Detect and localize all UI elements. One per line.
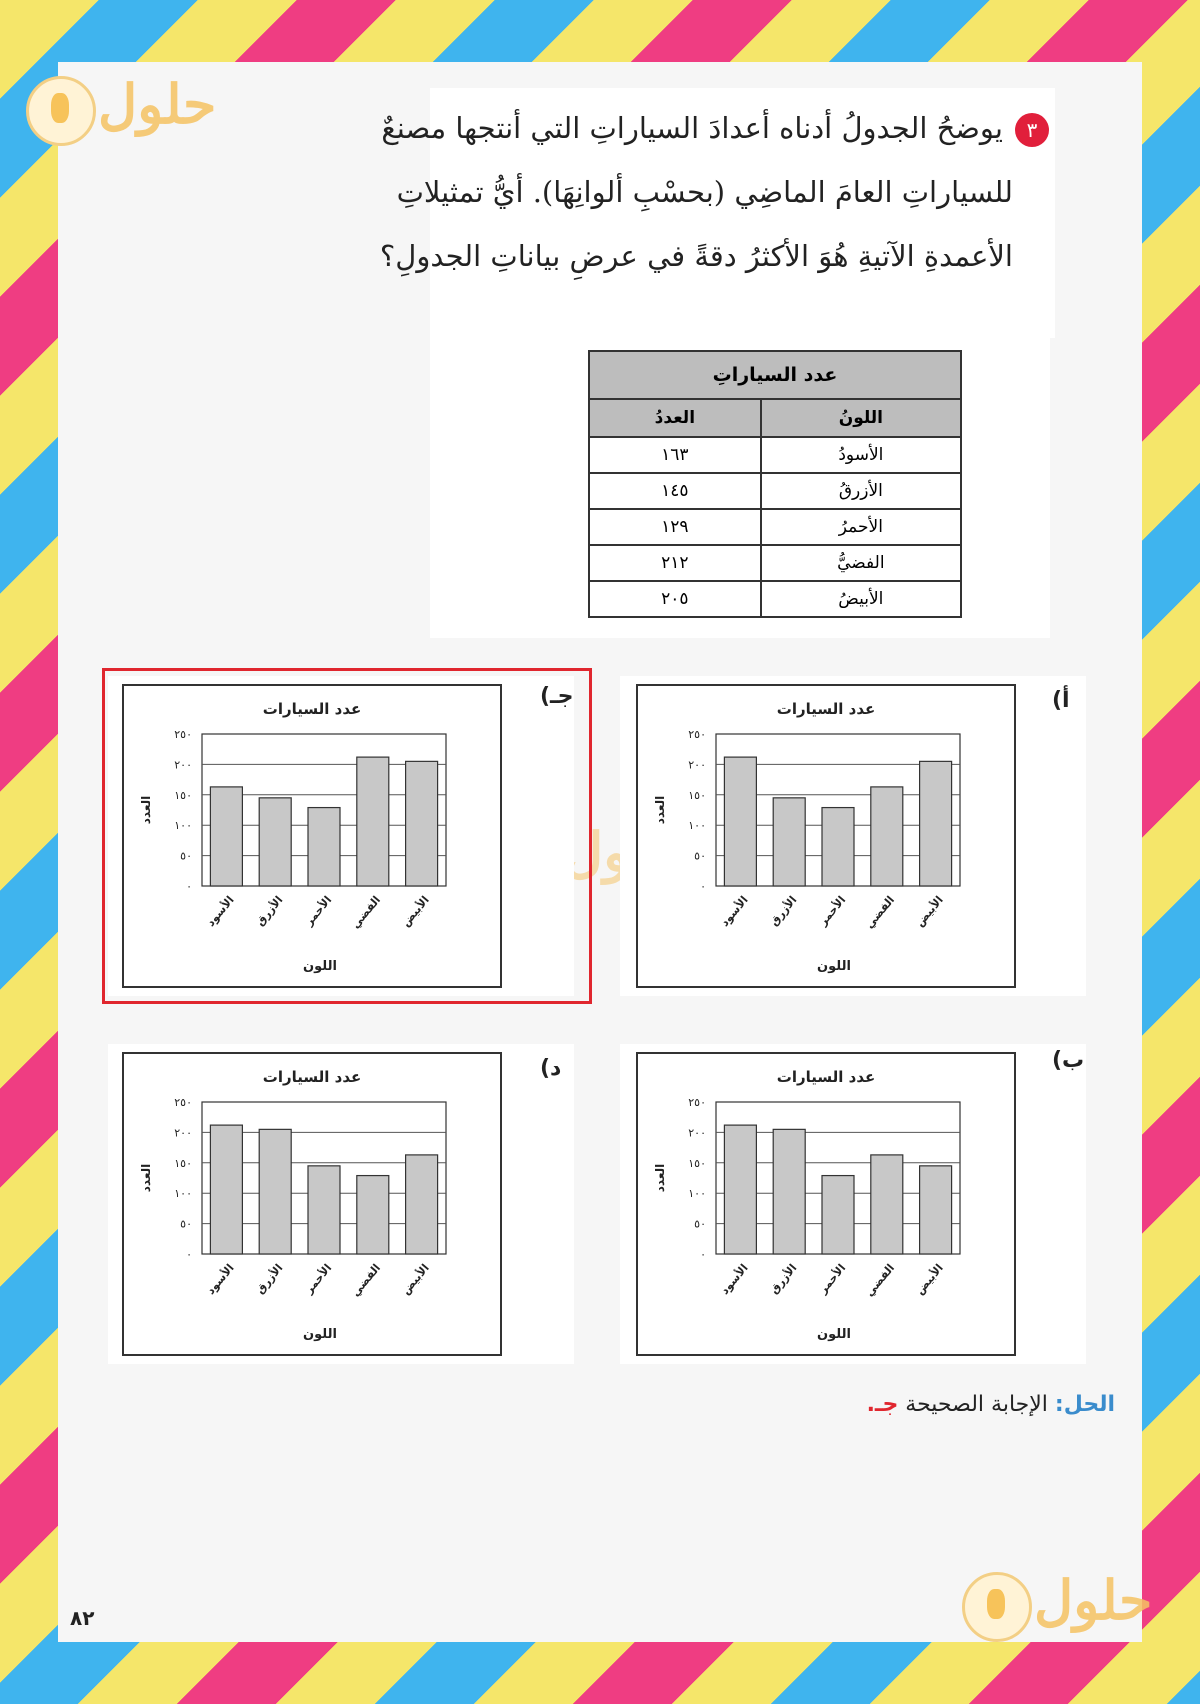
x-tick-label: الفضي	[862, 1261, 898, 1299]
bar	[724, 757, 756, 886]
x-tick-label: الأبيض	[913, 893, 946, 930]
x-tick-label: الأسود	[204, 1261, 237, 1297]
x-tick-label: الأزرق	[767, 1261, 800, 1297]
option-a-chart-frame	[636, 684, 1016, 988]
y-tick-label: ٥٠	[694, 1217, 706, 1231]
y-tick-label: ٢٥٠	[688, 728, 706, 741]
chart-title: عدد السيارات	[776, 1068, 876, 1086]
y-axis-label: العدد	[139, 1163, 153, 1193]
table-row	[589, 473, 961, 509]
question-line-3: الأعمدةِ الآتيةِ هُوَ الأكثرُ دقةً في عرضِ بياناتِ الجدولِ؟	[379, 239, 1013, 273]
option-d-area	[108, 1044, 574, 1364]
y-tick-label: ٠	[186, 880, 192, 893]
brand-logo-top	[26, 72, 226, 152]
x-tick-label: الأزرق	[253, 893, 286, 929]
x-tick-label: الأحمر	[816, 893, 849, 929]
y-tick-label: ١٥٠	[174, 1156, 192, 1170]
y-tick-label: ٥٠	[180, 849, 192, 863]
bar	[871, 1155, 903, 1254]
table-row	[589, 509, 961, 545]
brand-logo-bottom	[962, 1568, 1162, 1648]
logo-text: حلول	[1034, 1568, 1153, 1632]
y-tick-label: ٠	[700, 880, 706, 893]
y-tick-label: ١٠٠	[688, 819, 706, 833]
table-cell: ٢٠٥	[589, 581, 761, 617]
y-tick-label: ١٥٠	[174, 788, 192, 802]
table-row	[589, 581, 961, 617]
logo-text: حلول	[98, 72, 217, 136]
data-table-box	[430, 338, 1050, 638]
solution-label: الحل:	[1054, 1392, 1115, 1417]
logo-emblem-icon	[962, 1572, 1032, 1642]
y-tick-label: ١٠٠	[174, 819, 192, 833]
option-d-chart	[124, 1054, 500, 1354]
table-cell: الأحمرُ	[761, 509, 961, 545]
x-tick-label: الفضي	[348, 893, 384, 931]
chart-title: عدد السيارات	[776, 700, 876, 718]
x-tick-label: الأسود	[718, 1261, 751, 1297]
x-tick-label: الأزرق	[253, 1261, 286, 1297]
bar	[920, 1166, 952, 1254]
table-cell: الأزرقُ	[761, 473, 961, 509]
y-tick-label: ٢٠٠	[688, 758, 706, 772]
question-text: يوضحُ الجدولُ أدناه أعدادَ السياراتِ التي أنتجها مصنعٌ	[381, 111, 1003, 145]
option-b-chart-frame	[636, 1052, 1016, 1356]
x-axis-label: اللون	[817, 959, 851, 974]
question-number-badge: ٣	[1015, 113, 1049, 147]
option-d-chart-frame	[122, 1052, 502, 1356]
y-tick-label: ٠	[700, 1248, 706, 1261]
table-cell: الأسودُ	[761, 437, 961, 473]
x-tick-label: الأزرق	[767, 893, 800, 929]
y-axis-label: العدد	[653, 795, 667, 825]
x-tick-label: الأبيض	[399, 893, 432, 930]
y-tick-label: ١٠٠	[174, 1187, 192, 1201]
solution-text: الإجابة الصحيحة	[905, 1392, 1048, 1417]
bar	[871, 787, 903, 886]
question-line-1	[381, 96, 1049, 160]
table-cell: الفضيُّ	[761, 545, 961, 581]
y-tick-label: ٢٠٠	[174, 758, 192, 772]
y-tick-label: ٥٠	[180, 1217, 192, 1231]
x-tick-label: الفضي	[862, 893, 898, 931]
question-block	[379, 88, 1055, 338]
x-axis-label: اللون	[303, 1327, 337, 1342]
bar	[357, 1176, 389, 1254]
bar	[822, 808, 854, 886]
x-tick-label: الفضي	[348, 1261, 384, 1299]
y-tick-label: ٢٥٠	[174, 728, 192, 741]
logo-emblem-icon	[26, 76, 96, 146]
x-axis-label: اللون	[817, 1327, 851, 1342]
table-cell: الأبيضُ	[761, 581, 961, 617]
option-b-label[interactable]: ب)	[1052, 1048, 1085, 1073]
bar	[920, 761, 952, 886]
x-tick-label: الأحمر	[302, 893, 335, 929]
table-title: عدد السياراتِ	[589, 351, 961, 399]
solution-answer: جـ.	[866, 1392, 899, 1417]
y-tick-label: ٢٠٠	[688, 1126, 706, 1140]
bar	[406, 1155, 438, 1254]
bar	[259, 1129, 291, 1254]
bar	[210, 1125, 242, 1254]
table-cell: ١٦٣	[589, 437, 761, 473]
x-tick-label: الأسود	[204, 893, 237, 929]
option-c-label[interactable]: جـ)	[540, 684, 574, 709]
x-tick-label: الأحمر	[816, 1261, 849, 1297]
bar	[773, 798, 805, 886]
y-axis-label: العدد	[653, 1163, 667, 1193]
bar	[724, 1125, 756, 1254]
page-number: ٨٢	[70, 1606, 95, 1630]
y-axis-label: العدد	[139, 795, 153, 825]
cars-table	[588, 350, 962, 618]
question-line-2: للسياراتِ العامَ الماضِي (بحسْبِ ألوانِهَا). أيُّ تمثيلاتِ	[396, 175, 1013, 209]
chart-title: عدد السيارات	[262, 700, 362, 718]
x-tick-label: الأسود	[718, 893, 751, 929]
table-cell: ١٤٥	[589, 473, 761, 509]
option-a-label[interactable]: أ)	[1052, 688, 1070, 713]
x-tick-label: الأحمر	[302, 1261, 335, 1297]
y-tick-label: ٢٥٠	[688, 1096, 706, 1109]
x-tick-label: الأبيض	[913, 1261, 946, 1298]
option-a-area	[620, 676, 1086, 996]
table-cell: ٢١٢	[589, 545, 761, 581]
y-tick-label: ٥٠	[694, 849, 706, 863]
x-tick-label: الأبيض	[399, 1261, 432, 1298]
option-a-chart	[638, 686, 1014, 986]
bar	[308, 1166, 340, 1254]
bar	[773, 1129, 805, 1254]
y-tick-label: ٢٥٠	[174, 1096, 192, 1109]
y-tick-label: ١٥٠	[688, 1156, 706, 1170]
bar	[822, 1176, 854, 1254]
x-axis-label: اللون	[303, 959, 337, 974]
y-tick-label: ٢٠٠	[174, 1126, 192, 1140]
y-tick-label: ١٥٠	[688, 788, 706, 802]
table-row	[589, 545, 961, 581]
y-tick-label: ١٠٠	[688, 1187, 706, 1201]
table-header-count: العددُ	[589, 399, 761, 437]
table-row	[589, 437, 961, 473]
option-d-label[interactable]: د)	[540, 1056, 562, 1081]
chart-title: عدد السيارات	[262, 1068, 362, 1086]
table-cell: ١٢٩	[589, 509, 761, 545]
table-header-color: اللونُ	[761, 399, 961, 437]
option-b-chart	[638, 1054, 1014, 1354]
option-b-area	[620, 1044, 1086, 1364]
solution-line	[560, 1392, 1115, 1417]
correct-answer-highlight	[102, 668, 592, 1004]
y-tick-label: ٠	[186, 1248, 192, 1261]
